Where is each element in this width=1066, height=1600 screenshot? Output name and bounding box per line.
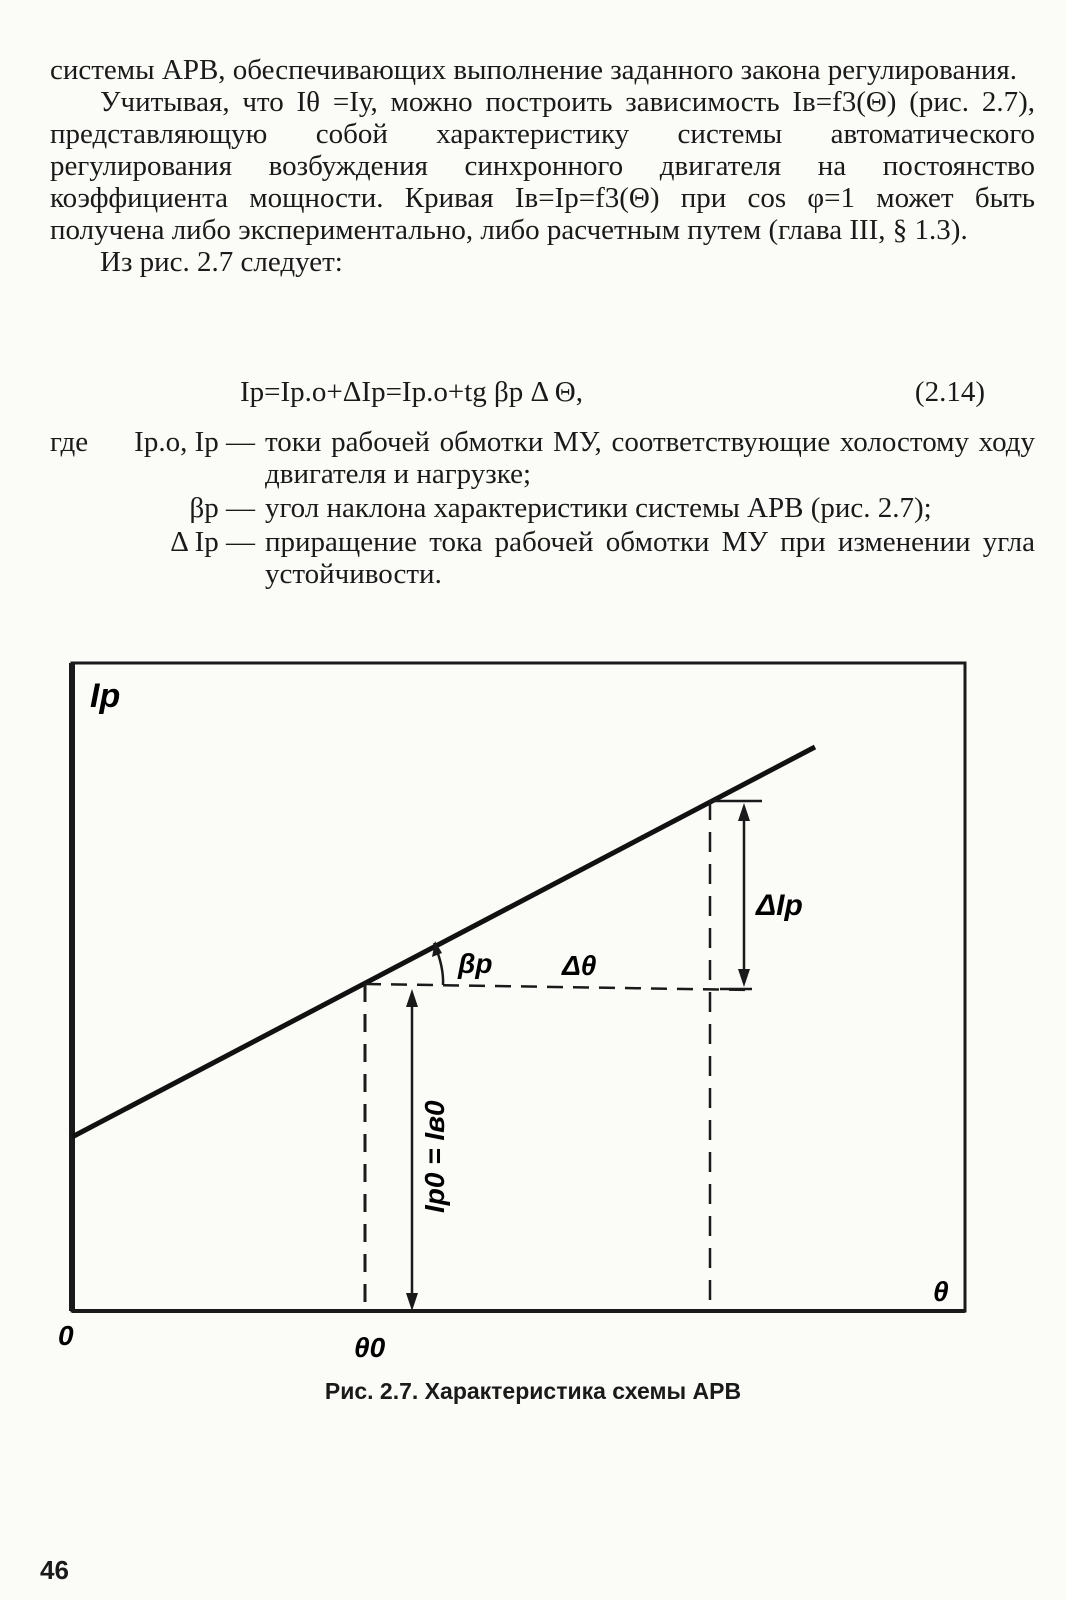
definition-item — [50, 426, 1035, 490]
definition-desc: угол наклона характеристики системы АРВ (рис. 2.7); — [265, 492, 932, 524]
equation-text: Iр=Iр.о+ΔIр=Iр.о+tg βр Δ Θ, — [240, 376, 584, 408]
definition-item — [50, 526, 1035, 590]
horizontal-dashed-line — [365, 984, 750, 990]
delta-theta-label: Δθ — [562, 950, 597, 981]
figure-2-7 — [40, 655, 990, 1375]
body-text — [50, 54, 1035, 278]
figure-caption: Рис. 2.7. Характеристика схемы АРВ — [324, 1378, 742, 1404]
characteristic-line — [72, 747, 815, 1137]
ip0-label: Iр0 = Iв0 — [419, 1100, 450, 1213]
ip0-arrowhead-up — [406, 989, 418, 1007]
page-number: 46 — [40, 1555, 69, 1585]
origin-label: 0 — [58, 1320, 74, 1351]
x-axis-label: θ — [933, 1276, 949, 1307]
equation-number: (2.14) — [914, 376, 985, 408]
y-axis-label: Iр — [90, 677, 121, 715]
plot-frame — [72, 663, 965, 1311]
delta-i-label: ΔIр — [756, 889, 803, 922]
definitions-list — [50, 426, 1035, 592]
definition-term: βр — — [189, 492, 255, 524]
definition-desc: токи рабочей обмотки МУ, соответствующие холостому ходу двигателя и нагрузке; — [265, 426, 1035, 490]
definition-item — [50, 492, 1035, 524]
paragraph-3: Из рис. 2.7 следует: — [100, 246, 343, 278]
definition-term: Iр.о, Iр — — [134, 426, 255, 458]
equation-2-14 — [240, 376, 985, 408]
delta-i-arrowhead-up — [738, 803, 750, 821]
theta0-label: θ0 — [354, 1332, 386, 1363]
ip0-arrowhead-down — [406, 1293, 418, 1311]
paragraph-2: Учитывая, что Iθ =Iу, можно построить зависимость Iв=f3(Θ) (рис. 2.7), представляющую собой характеристику системы автоматического регулирования возбуждения синхронного двигателя на постоянство коэффициента мощности. Кривая Iв=Iр=f3(Θ) при cos φ=1 может быть получена либо экспериментально, либо расчетным путем (глава III, § 1.3). — [50, 86, 1035, 246]
beta-label: βр — [458, 948, 493, 979]
definition-desc: приращение тока рабочей обмотки МУ при изменении угла устойчивости. — [265, 526, 1035, 590]
definition-term: Δ Iр — — [170, 526, 255, 558]
definitions-lead: где — [50, 426, 89, 458]
paragraph-1: системы АРВ, обеспечивающих выполнение заданного закона регулирования. — [50, 54, 1017, 86]
delta-i-arrowhead-down — [738, 969, 750, 987]
